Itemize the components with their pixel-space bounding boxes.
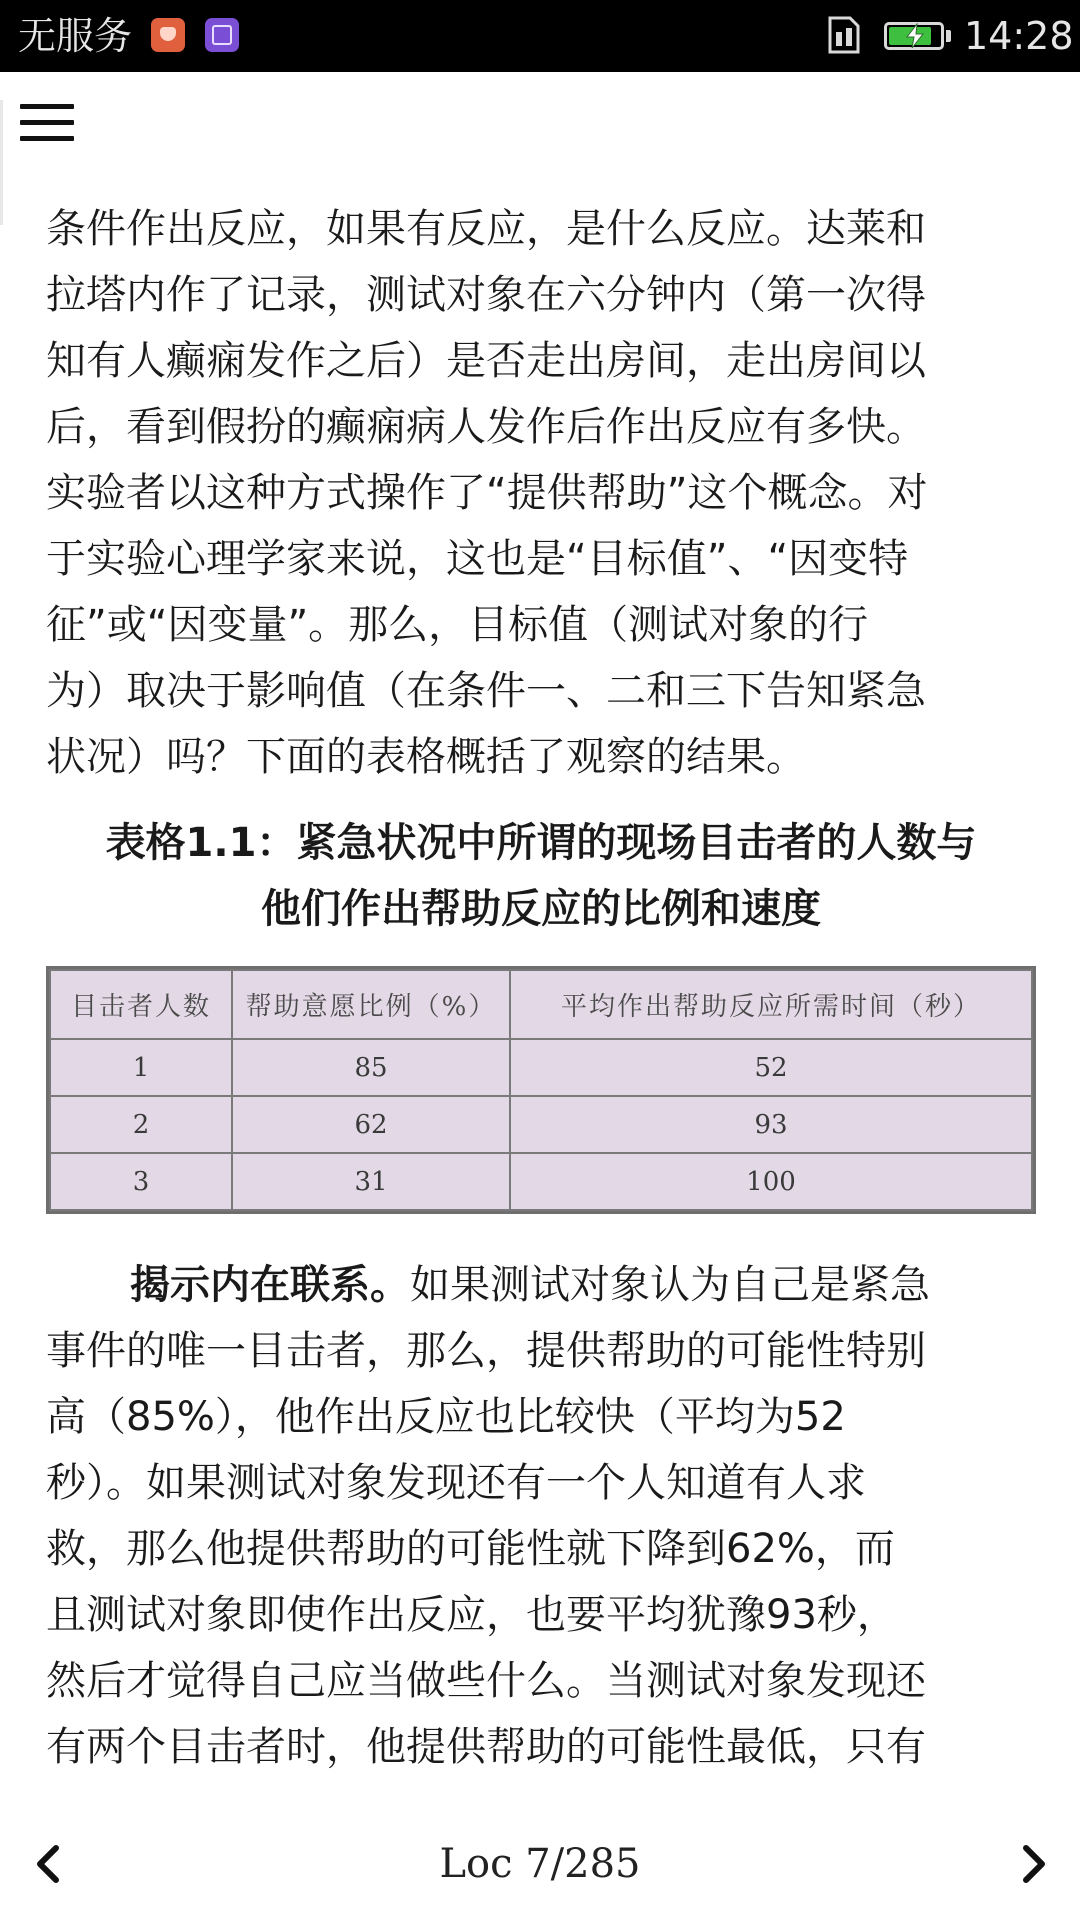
table-cell: 62 bbox=[232, 1096, 510, 1153]
text-line: 征”或“因变量”。那么，目标值（测试对象的行 bbox=[46, 602, 869, 648]
paragraph bbox=[46, 1252, 1036, 1780]
table-caption bbox=[46, 810, 1036, 942]
chevron-right-icon[interactable] bbox=[1008, 1836, 1058, 1892]
health-app-icon bbox=[151, 18, 185, 52]
page-content bbox=[46, 196, 1036, 942]
table-header-cell: 帮助意愿比例（%） bbox=[232, 970, 510, 1039]
status-bar bbox=[0, 0, 1080, 72]
text-line: 有两个目击者时，他提供帮助的可能性最低，只有 bbox=[46, 1724, 926, 1770]
chevron-left-icon[interactable] bbox=[24, 1836, 74, 1892]
page-content-lower bbox=[46, 1252, 1036, 1780]
paragraph bbox=[46, 196, 1036, 790]
location-indicator: Loc 7/285 bbox=[439, 1841, 641, 1887]
sim-card-icon bbox=[826, 14, 862, 56]
table-cell: 3 bbox=[50, 1153, 232, 1210]
caption-line: 表格1.1：紧急状况中所谓的现场目击者的人数与 bbox=[105, 820, 977, 866]
text-line: 然后才觉得自己应当做些什么。当测试对象发现还 bbox=[46, 1658, 926, 1704]
table-cell: 85 bbox=[232, 1039, 510, 1096]
table-cell: 52 bbox=[510, 1039, 1032, 1096]
battery-charging-icon bbox=[884, 22, 944, 50]
text-line: 拉塔内作了记录，测试对象在六分钟内（第一次得 bbox=[46, 272, 926, 318]
text-line: 实验者以这种方式操作了“提供帮助”这个概念。对 bbox=[46, 470, 928, 516]
data-table bbox=[49, 969, 1033, 1211]
text-line: 为）取决于影响值（在条件一、二和三下告知紧急 bbox=[46, 668, 926, 714]
table-row bbox=[50, 1153, 1032, 1210]
charging-bolt-icon bbox=[903, 23, 927, 49]
table-cell: 2 bbox=[50, 1096, 232, 1153]
table-row bbox=[50, 1096, 1032, 1153]
text-line: 条件作出反应，如果有反应，是什么反应。达莱和 bbox=[46, 206, 926, 252]
text-line: 救，那么他提供帮助的可能性就下降到62%，而 bbox=[46, 1526, 895, 1572]
text-line: 且测试对象即使作出反应，也要平均犹豫93秒， bbox=[46, 1592, 897, 1638]
data-table-image bbox=[46, 966, 1036, 1214]
caption-line: 他们作出帮助反应的比例和速度 bbox=[261, 886, 821, 932]
text-line: 于实验心理学家来说，这也是“目标值”、“因变特 bbox=[46, 536, 909, 582]
hamburger-menu-icon[interactable] bbox=[18, 100, 76, 146]
paragraph-lead: 揭示内在联系。 bbox=[130, 1262, 410, 1308]
table-header-row bbox=[50, 970, 1032, 1039]
table-cell: 100 bbox=[510, 1153, 1032, 1210]
text-fragment: 如果测试对象认为自己是紧急 bbox=[410, 1262, 930, 1308]
table-row bbox=[50, 1039, 1032, 1096]
text-line: 后，看到假扮的癫痫病人发作后作出反应有多快。 bbox=[46, 404, 926, 450]
clock: 14:28 bbox=[964, 14, 1074, 58]
battery-tip bbox=[946, 30, 951, 42]
table-cell: 1 bbox=[50, 1039, 232, 1096]
table-header-cell: 目击者人数 bbox=[50, 970, 232, 1039]
table-cell: 31 bbox=[232, 1153, 510, 1210]
table-cell: 93 bbox=[510, 1096, 1032, 1153]
gallery-app-icon bbox=[205, 18, 239, 52]
page-edge-shadow bbox=[0, 100, 3, 225]
text-line: 事件的唯一目击者，那么，提供帮助的可能性特别 bbox=[46, 1328, 926, 1374]
table-header-cell: 平均作出帮助反应所需时间（秒） bbox=[510, 970, 1032, 1039]
text-line: 秒）。如果测试对象发现还有一个人知道有人求 bbox=[46, 1460, 866, 1506]
text-line bbox=[46, 1252, 1036, 1318]
text-line: 高（85%），他作出反应也比较快（平均为52 bbox=[46, 1394, 846, 1440]
text-line: 状况）吗？下面的表格概括了观察的结果。 bbox=[46, 734, 806, 780]
carrier-label: 无服务 bbox=[18, 14, 133, 58]
text-line: 知有人癫痫发作之后）是否走出房间，走出房间以 bbox=[46, 338, 926, 384]
